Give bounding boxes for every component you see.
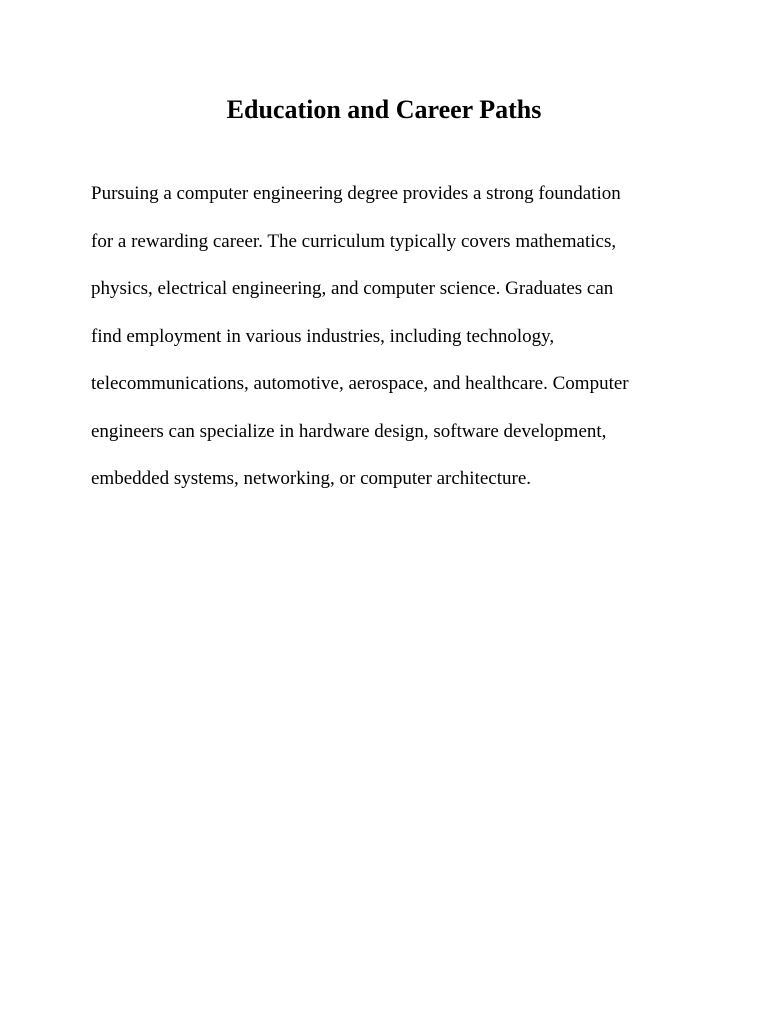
- paragraph-line: physics, electrical engineering, and computer science. Graduates can: [91, 278, 614, 299]
- body-paragraph: [91, 170, 681, 503]
- paragraph-line: embedded systems, networking, or computer architecture.: [91, 468, 532, 489]
- paragraph-line: Pursuing a computer engineering degree provides a strong foundation: [91, 183, 621, 204]
- paragraph-line: for a rewarding career. The curriculum typically covers mathematics,: [91, 230, 617, 252]
- document-title: Education and Career Paths: [226, 95, 542, 124]
- paragraph-line: engineers can specialize in hardware design, software development,: [91, 420, 607, 442]
- paragraph-line: telecommunications, automotive, aerospace, and healthcare. Computer: [91, 373, 629, 394]
- paragraph-line: find employment in various industries, including technology,: [91, 325, 555, 347]
